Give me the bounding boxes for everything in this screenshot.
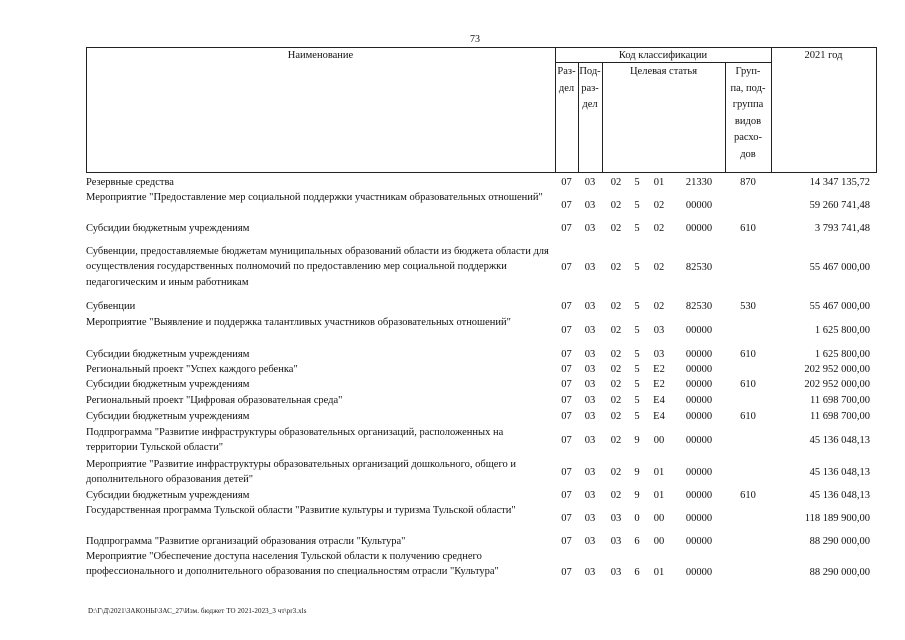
row-podrazdel: 03	[584, 467, 596, 478]
row-target-event: 01	[653, 177, 665, 188]
row-target-program: 03	[610, 513, 622, 524]
row-expense-group: 870	[740, 177, 756, 188]
row-target-program: 02	[610, 490, 622, 501]
row-amount: 88 290 000,00	[809, 536, 870, 547]
row-target-direction: 21330	[685, 177, 713, 188]
row-podrazdel: 03	[584, 490, 596, 501]
header-name: Наименование	[287, 50, 354, 61]
row-target-program: 02	[610, 379, 622, 390]
header-group: Груп- па, под- группа видов расхо- дов	[730, 66, 766, 160]
row-amount: 3 793 741,48	[814, 223, 870, 234]
row-target-direction: 00000	[685, 513, 713, 524]
row-amount: 45 136 048,13	[809, 467, 870, 478]
row-target-event: 01	[653, 467, 665, 478]
row-expense-group: 610	[740, 411, 756, 422]
row-expense-group: 610	[740, 349, 756, 360]
row-target-subprogram: 0	[634, 513, 640, 524]
row-target-direction: 00000	[685, 411, 713, 422]
row-expense-group: 530	[740, 301, 756, 312]
row-amount: 88 290 000,00	[809, 567, 870, 578]
row-razdel: 07	[561, 349, 572, 360]
row-target-direction: 00000	[685, 536, 713, 547]
file-path-footer: D:\Г\Д\2021\ЗАКОНЫ\ЗАС_27\Изм. бюджет ТО 2021-2023_3 чт\pr3.xls	[88, 607, 307, 615]
table-left-border	[86, 47, 87, 173]
row-name: Региональный проект "Цифровая образовательная среда"	[86, 395, 343, 406]
row-target-direction: 82530	[685, 301, 713, 312]
page-number: 73	[470, 34, 480, 45]
row-target-program: 02	[610, 177, 622, 188]
row-amount: 55 467 000,00	[809, 301, 870, 312]
row-razdel: 07	[561, 435, 572, 446]
row-target-subprogram: 6	[634, 536, 640, 547]
row-razdel: 07	[561, 177, 572, 188]
row-target-event: 00	[653, 513, 665, 524]
row-name: Мероприятие "Выявление и поддержка талантливых участников образовательных отношений"	[86, 317, 511, 328]
classification-right-border	[771, 47, 772, 173]
row-razdel: 07	[561, 200, 572, 211]
row-target-direction: 00000	[685, 349, 713, 360]
row-target-subprogram: 9	[634, 435, 640, 446]
row-amount: 59 260 741,48	[809, 200, 870, 211]
row-razdel: 07	[561, 364, 572, 375]
row-name: Субсидии бюджетным учреждениям	[86, 379, 250, 390]
row-amount: 45 136 048,13	[809, 490, 870, 501]
row-target-subprogram: 5	[634, 223, 640, 234]
row-razdel: 07	[561, 411, 572, 422]
row-razdel: 07	[561, 490, 572, 501]
row-target-direction: 00000	[685, 325, 713, 336]
row-target-event: 01	[653, 490, 665, 501]
row-expense-group: 610	[740, 490, 756, 501]
row-target-program: 02	[610, 262, 622, 273]
row-razdel: 07	[561, 395, 572, 406]
row-target-event: 02	[653, 262, 665, 273]
row-target-subprogram: 5	[634, 301, 640, 312]
row-target-event: E4	[653, 395, 665, 406]
row-target-event: E2	[653, 364, 665, 375]
row-amount: 55 467 000,00	[809, 262, 870, 273]
row-amount: 1 625 800,00	[814, 349, 870, 360]
row-name: Субсидии бюджетным учреждениям	[86, 411, 250, 422]
row-name: Субвенции, предоставляемые бюджетам муниципальных образований области из бюджета области для осуществления государственных полномочий по предоставлению мер социальной поддержки педагогическим и иным работникам	[86, 246, 549, 288]
row-target-program: 02	[610, 223, 622, 234]
row-target-direction: 00000	[685, 567, 713, 578]
row-podrazdel: 03	[584, 567, 596, 578]
row-podrazdel: 03	[584, 349, 596, 360]
row-name: Субсидии бюджетным учреждениям	[86, 223, 250, 234]
row-podrazdel: 03	[584, 301, 596, 312]
row-razdel: 07	[561, 325, 572, 336]
row-amount: 45 136 048,13	[809, 435, 870, 446]
row-razdel: 07	[561, 379, 572, 390]
row-target-direction: 00000	[685, 490, 713, 501]
row-expense-group: 610	[740, 223, 756, 234]
row-target-subprogram: 5	[634, 262, 640, 273]
table-right-border	[876, 47, 877, 173]
row-target-event: 01	[653, 567, 665, 578]
row-target-program: 02	[610, 467, 622, 478]
row-target-subprogram: 5	[634, 349, 640, 360]
row-target-event: 02	[653, 223, 665, 234]
row-name: Подпрограмма "Развитие организаций образования отрасли "Культура"	[86, 536, 406, 547]
row-name: Мероприятие "Предоставление мер социальной поддержки участникам образовательных отношений"	[86, 192, 543, 203]
row-name: Мероприятие "Обеспечение доступа населения Тульской области к получению среднего профессионального и дополнительного образования по специальностям отрасли "Культура"	[86, 551, 499, 578]
row-target-direction: 00000	[685, 364, 713, 375]
row-razdel: 07	[561, 536, 572, 547]
row-razdel: 07	[561, 223, 572, 234]
row-target-subprogram: 5	[634, 379, 640, 390]
row-target-subprogram: 9	[634, 490, 640, 501]
row-target-program: 02	[610, 325, 622, 336]
row-target-program: 03	[610, 536, 622, 547]
row-name: Субсидии бюджетным учреждениям	[86, 490, 250, 501]
row-podrazdel: 03	[584, 395, 596, 406]
row-target-direction: 00000	[685, 379, 713, 390]
row-target-direction: 00000	[685, 395, 713, 406]
row-target-event: 00	[653, 435, 665, 446]
row-razdel: 07	[561, 262, 572, 273]
row-amount: 14 347 135,72	[809, 177, 870, 188]
row-target-event: 02	[653, 301, 665, 312]
row-razdel: 07	[561, 513, 572, 524]
row-target-program: 02	[610, 435, 622, 446]
row-name: Резервные средства	[86, 177, 174, 188]
row-podrazdel: 03	[584, 536, 596, 547]
row-target-direction: 00000	[685, 467, 713, 478]
row-name: Субсидии бюджетным учреждениям	[86, 349, 250, 360]
row-amount: 11 698 700,00	[810, 395, 870, 406]
row-podrazdel: 03	[584, 200, 596, 211]
row-podrazdel: 03	[584, 513, 596, 524]
row-target-event: E2	[653, 379, 665, 390]
row-podrazdel: 03	[584, 435, 596, 446]
row-target-event: 02	[653, 200, 665, 211]
row-target-direction: 00000	[685, 200, 713, 211]
row-podrazdel: 03	[584, 223, 596, 234]
row-target-subprogram: 5	[634, 325, 640, 336]
row-podrazdel: 03	[584, 262, 596, 273]
row-name: Государственная программа Тульской области "Развитие культуры и туризма Тульской области"	[86, 505, 516, 516]
row-target-subprogram: 6	[634, 567, 640, 578]
row-target-event: 00	[653, 536, 665, 547]
row-target-program: 02	[610, 301, 622, 312]
row-name: Мероприятие "Развитие инфраструктуры образовательных организаций дошкольного, общего и дополнительного образования детей"	[86, 459, 517, 486]
header-razdel: Раз- дел	[557, 66, 576, 94]
row-target-program: 02	[610, 349, 622, 360]
row-expense-group: 610	[740, 379, 756, 390]
row-target-program: 02	[610, 395, 622, 406]
row-target-subprogram: 5	[634, 364, 640, 375]
header-bottom-border	[86, 172, 877, 173]
row-target-program: 02	[610, 411, 622, 422]
header-podrazdel: Под- раз- дел	[579, 66, 601, 110]
row-target-event: 03	[653, 349, 665, 360]
row-podrazdel: 03	[584, 177, 596, 188]
row-target-subprogram: 5	[634, 200, 640, 211]
row-target-event: 03	[653, 325, 665, 336]
row-target-direction: 00000	[685, 223, 713, 234]
row-target-event: E4	[653, 411, 665, 422]
row-target-program: 02	[610, 364, 622, 375]
row-podrazdel: 03	[584, 364, 596, 375]
row-name: Подпрограмма "Развитие инфраструктуры образовательных организаций, расположенных на территории Тульской области"	[86, 427, 504, 454]
row-podrazdel: 03	[584, 325, 596, 336]
header-target: Целевая статья	[629, 66, 698, 77]
row-amount: 202 952 000,00	[804, 379, 870, 390]
row-amount: 202 952 000,00	[804, 364, 870, 375]
row-razdel: 07	[561, 467, 572, 478]
row-target-subprogram: 5	[634, 177, 640, 188]
row-target-direction: 82530	[685, 262, 713, 273]
row-razdel: 07	[561, 301, 572, 312]
row-amount: 118 189 900,00	[804, 513, 870, 524]
row-target-subprogram: 5	[634, 411, 640, 422]
row-target-program: 03	[610, 567, 622, 578]
row-amount: 11 698 700,00	[810, 411, 870, 422]
row-razdel: 07	[561, 567, 572, 578]
row-name: Субвенции	[86, 301, 136, 312]
row-podrazdel: 03	[584, 411, 596, 422]
row-target-subprogram: 9	[634, 467, 640, 478]
header-classification: Код классификации	[618, 50, 708, 61]
row-target-subprogram: 5	[634, 395, 640, 406]
row-amount: 1 625 800,00	[814, 325, 870, 336]
row-target-program: 02	[610, 200, 622, 211]
header-year: 2021 год	[804, 50, 843, 61]
row-name: Региональный проект "Успех каждого ребенка"	[86, 364, 298, 375]
row-target-direction: 00000	[685, 435, 713, 446]
row-podrazdel: 03	[584, 379, 596, 390]
